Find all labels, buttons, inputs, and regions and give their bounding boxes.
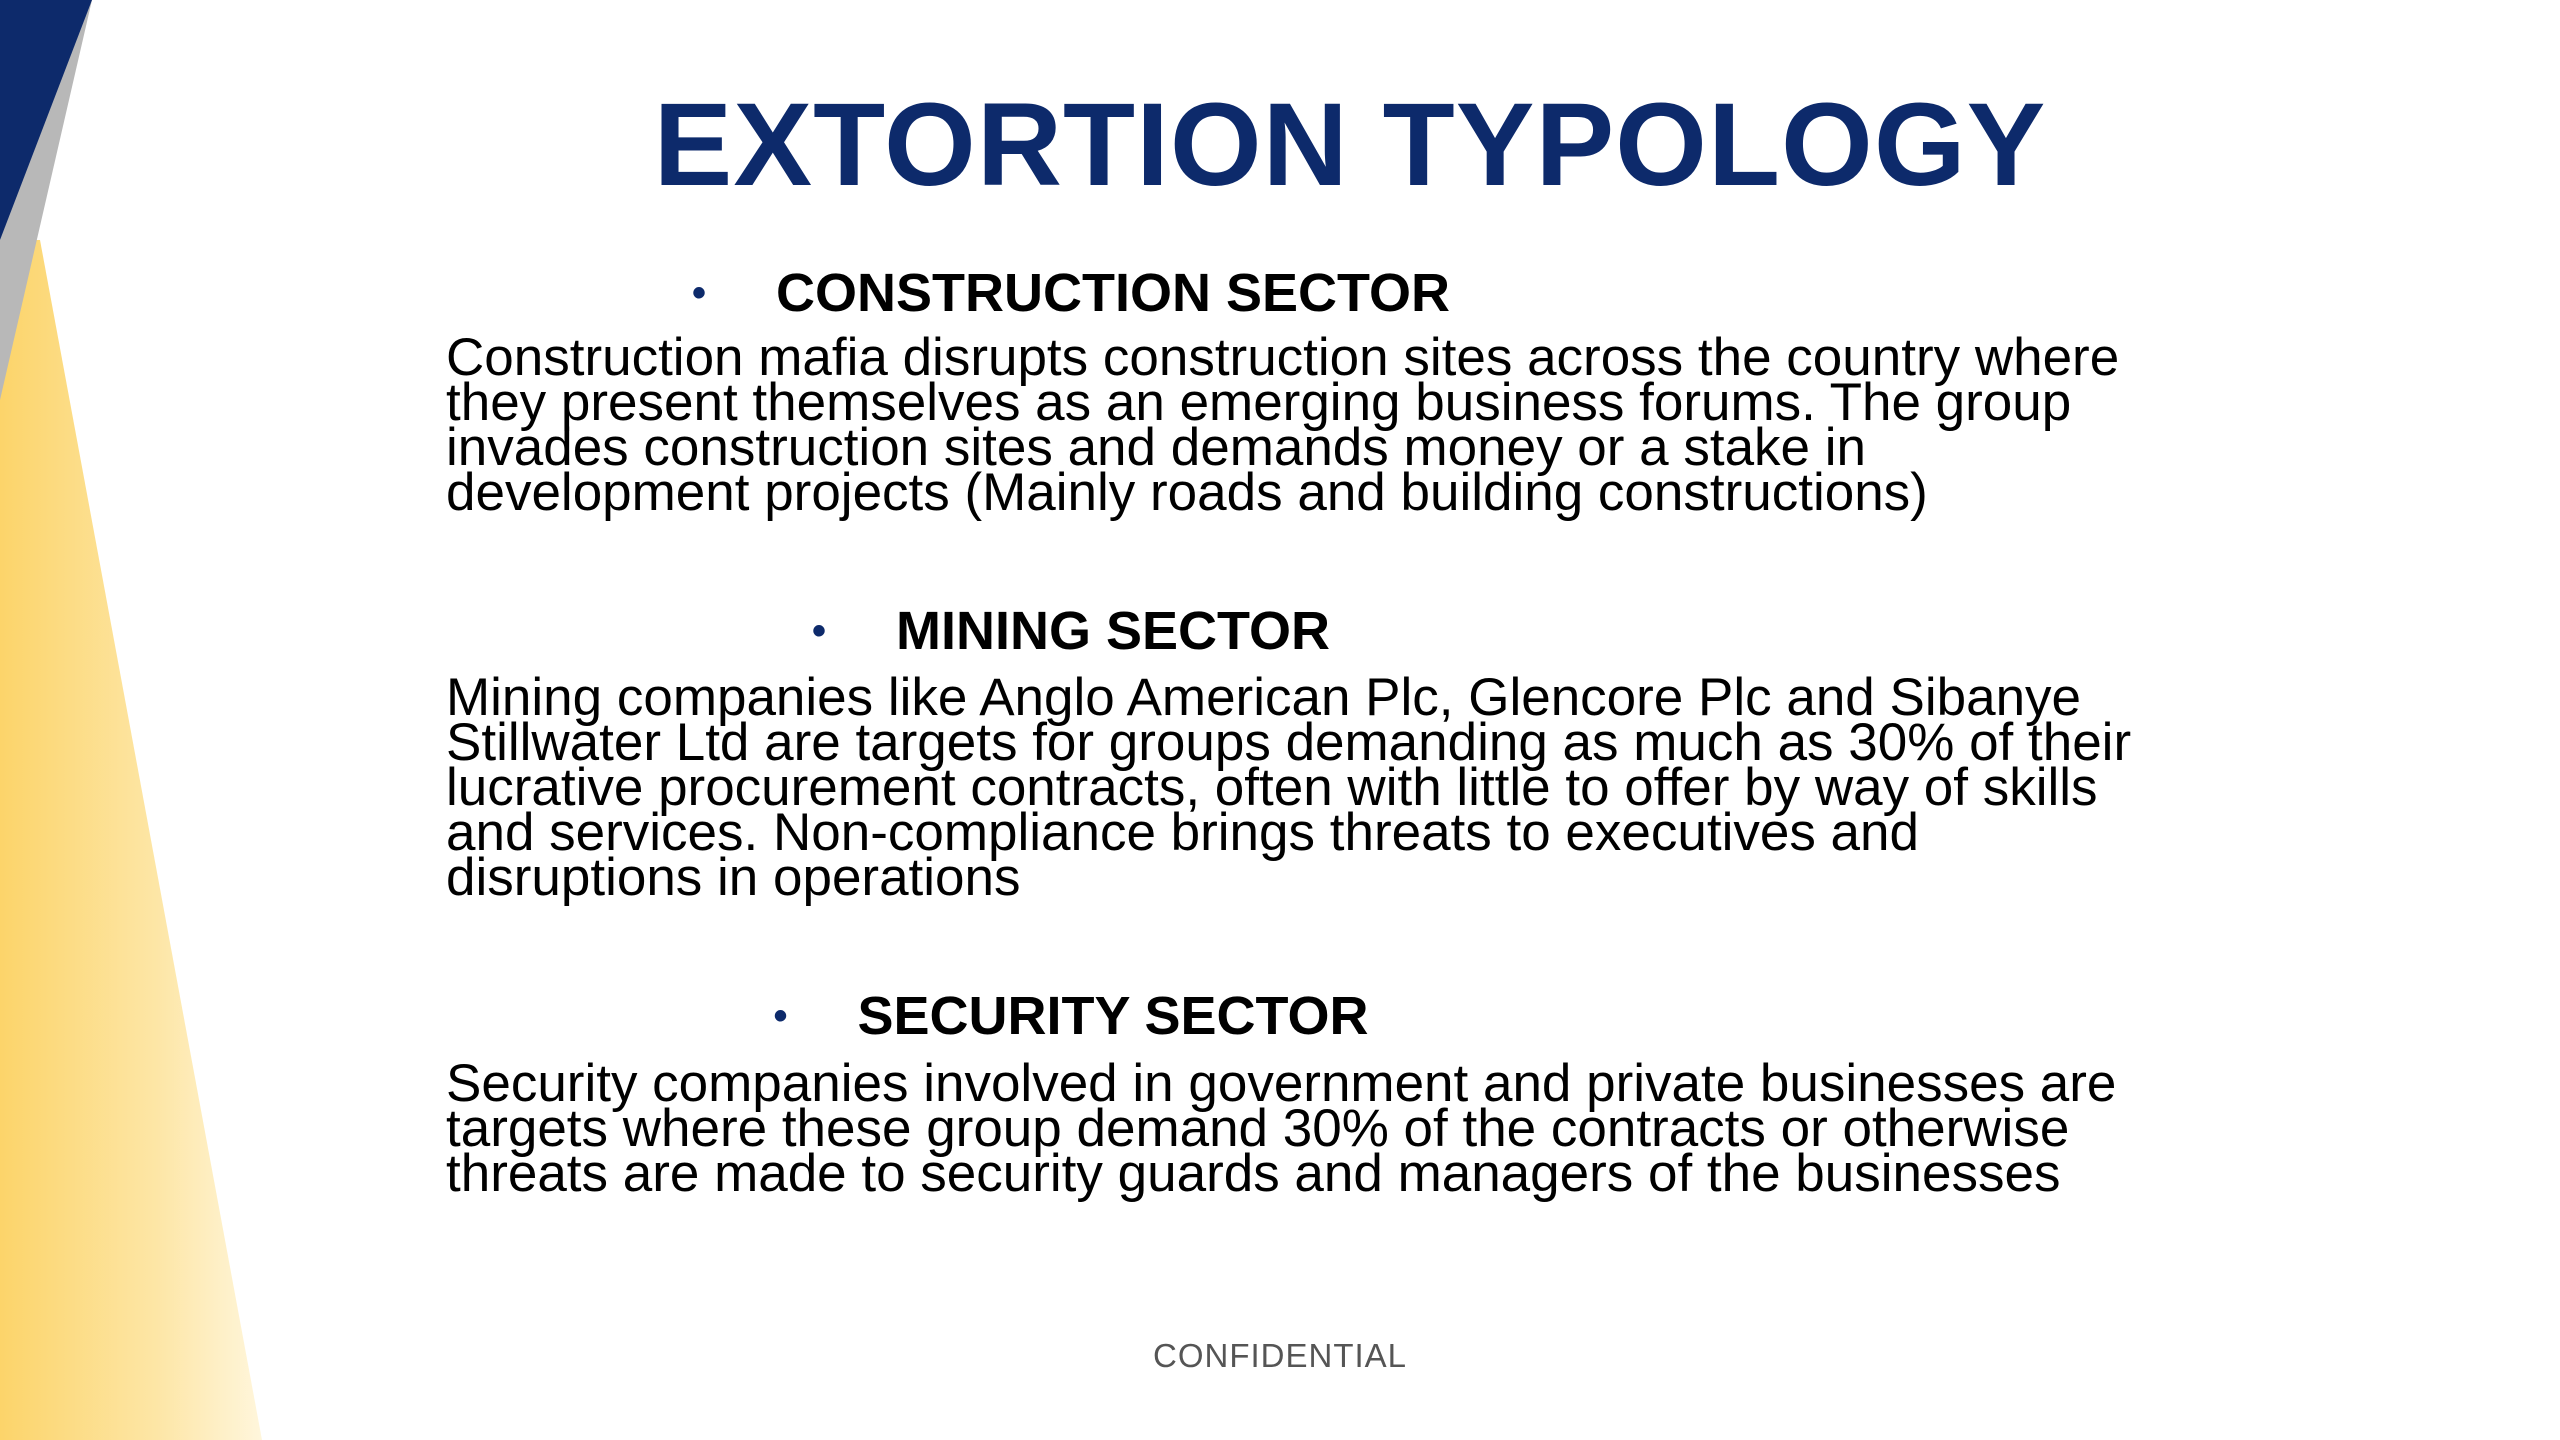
corner-decoration [0, 0, 300, 1440]
yellow-stripe [0, 240, 262, 1440]
navy-stripe [0, 0, 92, 240]
heading-text: SECURITY SECTOR [857, 986, 1369, 1046]
section-heading-security [446, 981, 1696, 1051]
bullet-icon: • [773, 993, 788, 1038]
section-heading-construction [446, 258, 1696, 328]
section-body-mining: Mining companies like Anglo American Plc, Glencore Plc and Sibanye Stillwater Ltd are targets for groups demanding as much as 30% of their lucrative procurement contracts, often with little to offer by way of skills and services. Non-compliance brings threats to executives and disruptions in operations [446, 668, 2132, 907]
section-body-security: Security companies involved in government and private businesses are targets where these group demand 30% of the contracts or otherwise threats are made to security guards and managers of the businesses [446, 1054, 2117, 1203]
heading-text: MINING SECTOR [895, 601, 1331, 661]
bullet-icon: • [691, 270, 706, 315]
section-body-construction: Construction mafia disrupts construction sites across the country where they present themselves as an emerging business forums. The group invades construction sites and demands money or a stake in development projects (Mainly roads and building constructions) [446, 328, 2120, 522]
slide-title: EXTORTION TYPOLOGY [653, 79, 2047, 211]
bullet-icon: • [811, 608, 826, 653]
confidential-footer: CONFIDENTIAL [1152, 1337, 1408, 1374]
section-heading-mining [446, 596, 1696, 666]
heading-text: CONSTRUCTION SECTOR [775, 263, 1451, 323]
